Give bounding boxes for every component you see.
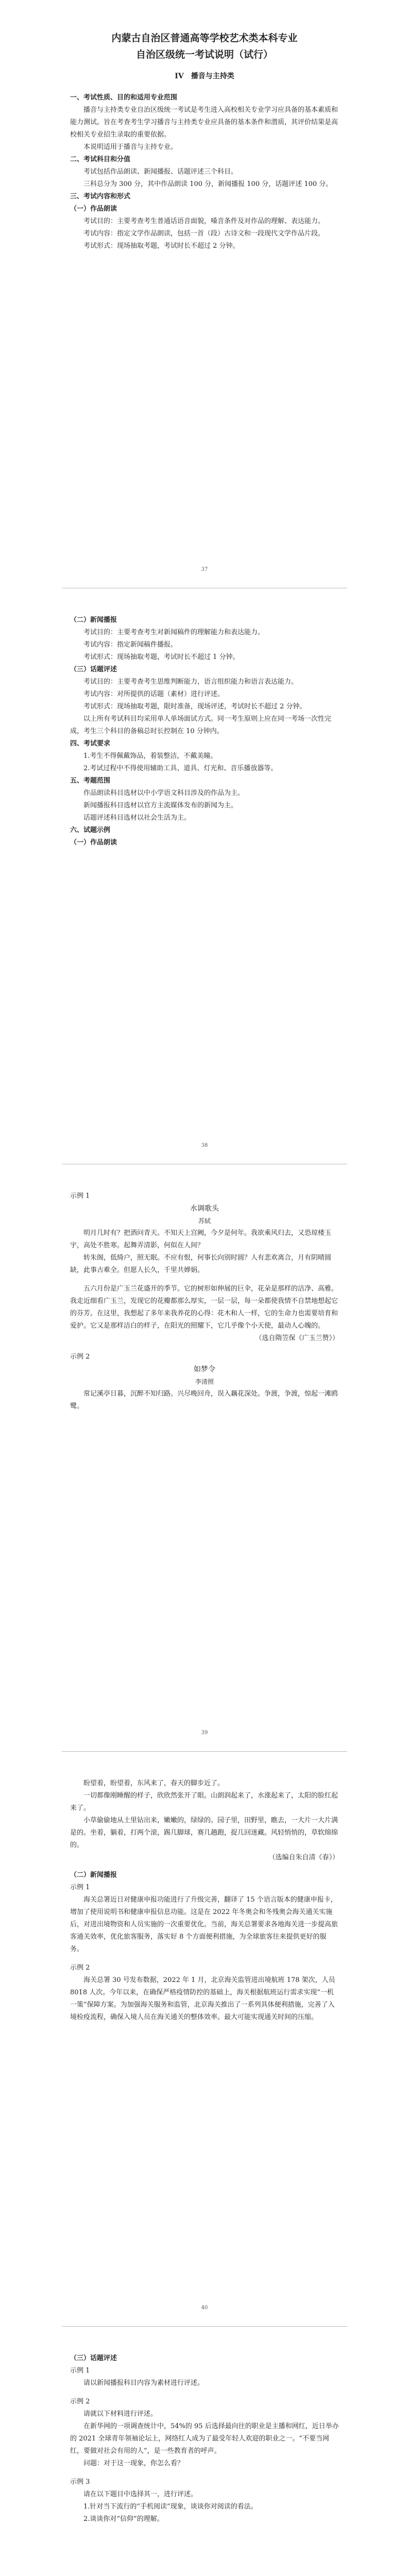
prose-text: 盼望着，盼望着，东风来了，春天的脚步近了。 <box>83 1780 225 1787</box>
prose-text: 小草偷偷地从土里钻出来，嫩嫩的，绿绿的。园子里，田野里，瞧去，一大片一大片满是的。坐着，躺着，打两个滚，踢几脚球，赛几趟跑，捉几回迷藏。风轻悄悄的，草软绵绵的。 <box>70 1817 338 1849</box>
paragraph: 考试形式：现场抽取考题，考试时长不超过 2 分钟。 <box>83 242 240 250</box>
paragraph: 本说明适用于播音与主持专业。 <box>83 143 178 151</box>
page-number: 38 <box>201 1143 208 1148</box>
paragraph: 考试内容：指定新闻稿件播报。 <box>83 641 178 649</box>
subheading-news-examples: （二）新闻播报 <box>70 1871 117 1879</box>
poem-title: 水调歌头 <box>190 1205 219 1213</box>
source-citation: （选自隋笠保《广玉兰赞》） <box>255 1334 339 1342</box>
example-label: 示例 1 <box>70 1192 90 1200</box>
paragraph: 考试目的：主要考查考生对新闻稿件的理解能力和表达能力。 <box>83 629 265 636</box>
page-3-content <box>70 1190 339 1413</box>
heading-requirements: 四、考试要求 <box>70 740 111 748</box>
heading-scope: 五、考题范围 <box>70 777 111 785</box>
page-number: 37 <box>201 567 208 572</box>
poem-text: 常记溪亭日暮，沉醉不知归路。兴尽晚回舟，误入藕花深处。争渡，争渡，惊起一滩鸥鹭。 <box>70 1390 338 1410</box>
document-page-3 <box>0 1164 409 1752</box>
heading-subjects: 二、考试科目和分值 <box>70 156 131 163</box>
paragraph: 考试形式：现场抽取考题，考试时长不超过 1 分钟。 <box>83 653 240 661</box>
prose-text: 五六月份是广玉兰花盛开的季节。它的树形如伸展的巨伞，花朵是那样的洁净、高雅。我走近细看广玉兰，发现它的花瓣都那么厚实，一层一层，每一朵都使我情不自禁地想起它的芬芳。在这里，我想起了多年来我养花的心得：花木和人一样，它的生命力也需要培育和爱护。它又是那样洁白的样子，在阳光的照耀下，它几乎像个小天使，最动人心魄的。 <box>70 1285 338 1330</box>
paragraph: 2.考试过程中不得使用辅助工具、道具、灯光和、音乐播放器等。 <box>83 765 278 772</box>
poem-author: 苏轼 <box>198 1217 211 1225</box>
subheading-commentary-examples: （三）话题评述 <box>70 2354 117 2362</box>
poem-text: 明月几时有？把酒问青天。不知天上宫阙，今夕是何年。我欲乘风归去，又恐琼楼玉宇，高处不胜寒。起舞弄清影，何似在人间？ <box>70 1229 332 1249</box>
prose-text: 一切都像刚睡醒的样子，欣欣然张开了眼。山朗润起来了，水涨起来了，太阳的脸红起来了。 <box>70 1792 338 1812</box>
paragraph: 1.考生不得佩戴饰品，着装整洁，不戴美瞳。 <box>83 752 217 760</box>
paragraph: 话题评述科目选材以社会生活为主。 <box>83 814 191 822</box>
news-text: 海关总署近日对健康申报功能进行了升级完善，翻译了 15 个语言版本的健康申报卡，增加了使用说明书和健康申报信息功能。这是在 2022 年冬奥会和冬残奥会海关通关实施后，对进出境物资和人员实施的一次重要优化。当前，海关总署要求各地海关进一步提高旅客通关效率，优化旅客服务，落实好 8 个方面便利措施，为全球旅客往来提供更好的服务。 <box>70 1896 338 1953</box>
paragraph: 1.针对当下流行的“手机阅读”现象，谈谈你对阅读的看法。 <box>83 2503 258 2511</box>
page-number: 40 <box>201 2305 208 2311</box>
paragraph: 请以新闻播报科目内容为素材进行评述。 <box>83 2379 204 2387</box>
example-label: 示例 2 <box>70 1964 90 1972</box>
document-page-4 <box>0 1752 409 2327</box>
paragraph: 考试内容：指定文学作品朗读，包括一首（段）古诗文和一段现代文学作品片段。 <box>83 230 325 238</box>
paragraph: 问题：对于这一现象，你怎么看？ <box>83 2460 184 2467</box>
document-page-1 <box>0 0 409 588</box>
paragraph: 考试形式：现场抽取考题，限时准备，现场评述，考试时长不超过 2 分钟。 <box>83 703 306 710</box>
page-2-content <box>70 614 339 849</box>
page-5-content <box>70 2352 339 2526</box>
subheading-reading-examples: （一）作品朗读 <box>70 839 117 846</box>
paragraph: 作品朗读科目选材以中小学语文科目涉及的作品为主。 <box>83 789 245 797</box>
page-number: 39 <box>201 1730 208 1736</box>
example-label: 示例 1 <box>70 1884 90 1891</box>
paragraph: 考试内容：对所提供的话题（素材）进行评述。 <box>83 690 225 698</box>
paragraph: 考试包括作品朗读、新闻播报、话题评述三个科目。 <box>83 168 238 176</box>
heading-content: 三、考试内容和形式 <box>70 193 131 200</box>
document-title-line-1: 内蒙古自治区普通高等学校艺术类本科专业 <box>111 32 298 44</box>
paragraph: 2.谈谈你对“信仰”的理解。 <box>83 2515 164 2523</box>
section-heading: IV 播音与主持类 <box>175 72 234 80</box>
page-4-content <box>70 1777 339 2024</box>
source-citation: （选编自朱自清《春》） <box>268 1854 339 1861</box>
paragraph: 考试目的：主要考查考生思维判断能力，语言组织能力和语言表达能力。 <box>83 678 298 686</box>
example-label: 示例 2 <box>70 1353 90 1361</box>
paragraph: 三科总分为 300 分，其中作品朗读 100 分，新闻播报 100 分，话题评述 100 分。 <box>83 180 333 188</box>
paragraph: 播音与主持类专业自治区级统一考试是考生进入高校相关专业学习应具备的基本素质和能力测试。旨在考查考生学习播音与主持类专业应具备的基本条件和潜质，其评价结果是高校相关专业招生录取的重要依据。 <box>70 106 338 139</box>
example-label: 示例 3 <box>70 2478 90 2486</box>
document-page-5 <box>0 2327 409 2576</box>
poem-title: 如梦令 <box>194 1365 215 1374</box>
subheading-reading: （一）作品朗读 <box>70 205 117 213</box>
paragraph: 请在以下题目中选择其一，进行评述。 <box>83 2490 198 2498</box>
paragraph: 以上所有考试科目均采用单人单场面试方式。同一考生原则上应在同一考场一次性完成，考生三个科目的备稿总时长控制在 10 分钟内。 <box>70 715 332 735</box>
subheading-commentary: （三）话题评述 <box>70 666 117 673</box>
document-title-line-2: 自治区级统一考试说明（试行） <box>135 49 273 60</box>
poem-text: 转朱阁，低绮户，照无眠。不应有恨，何事长向别时圆？人有悲欢离合，月有阴晴圆缺，此事古难全。但愿人长久，千里共婵娟。 <box>70 1254 332 1274</box>
paragraph: 考试目的：主要考查考生普通话语音面貌，嗓音条件及对作品的理解、表达能力。 <box>83 217 325 225</box>
heading-examples: 六、试题示例 <box>70 826 111 834</box>
paragraph: 请就以下材料进行评述。 <box>83 2410 158 2418</box>
example-label: 示例 2 <box>70 2398 90 2405</box>
example-label: 示例 1 <box>70 2367 90 2375</box>
page-1-content <box>70 30 339 252</box>
heading-exam-nature: 一、考试性质、目的和适用专业范围 <box>70 94 178 101</box>
news-text: 海关总署 30 号发布数据，2022 年 1 月，北京海关监管进出境航班 178 架次，人员 8018 人次。今年以来，在确保严格疫情防控的基础上，海关根据航班运行需求实现“一机一策”保障方案。为加强海关服务和监管，北京海关推出了一系列具体便利措施，完善了入境检疫流程，确保入境人员在海关通关的整体效率。最大可能实现通关时间的压缩。 <box>70 1976 335 2021</box>
paragraph: 在新华网的一项调查统计中，54%的 95 后选择最向往的职业是主播和网红，近日举办的 2021 全球青年领袖论坛上，网络红人成为了最受年轻人欢迎的职业之一。“不要当网红，要做对社会有用的人”，是一些教育者的呼声。 <box>70 2422 339 2455</box>
document-page-2 <box>0 588 409 1164</box>
subheading-news: （二）新闻播报 <box>70 616 117 624</box>
paragraph: 新闻播报科目选材以官方主流媒体发布的新闻为主。 <box>83 802 238 809</box>
poem-author: 李清照 <box>195 1378 214 1385</box>
